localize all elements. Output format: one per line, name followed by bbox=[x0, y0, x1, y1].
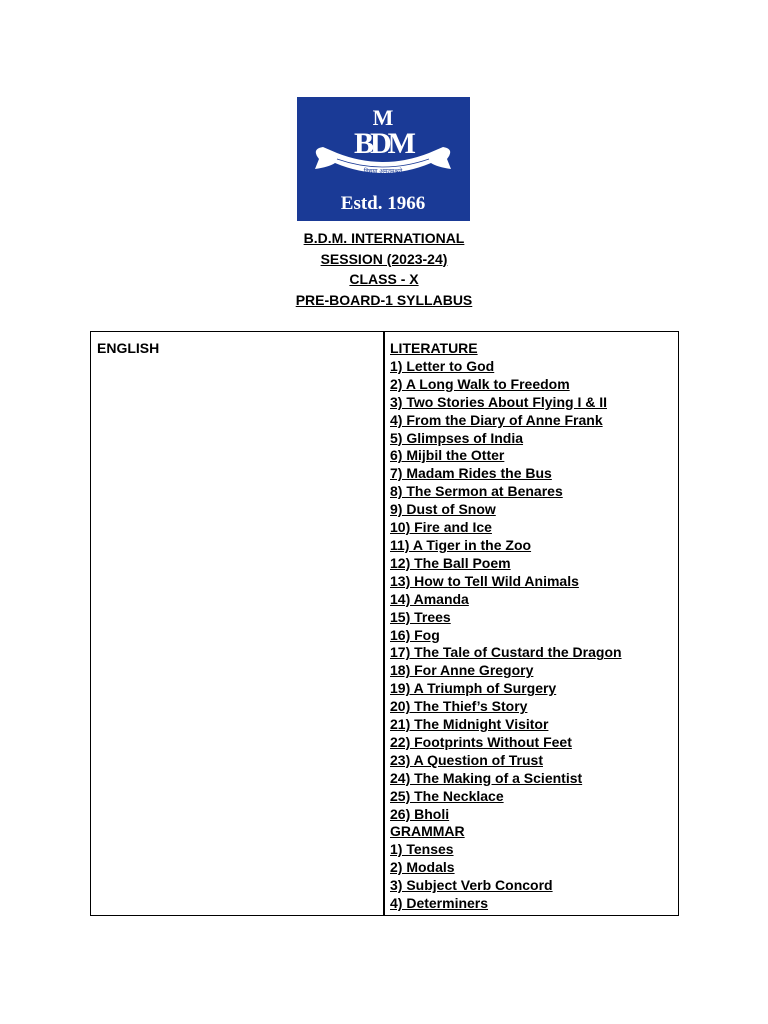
logo-established: Estd. 1966 bbox=[340, 193, 426, 214]
topic-item: 4) From the Diary of Anne Frank bbox=[390, 411, 603, 428]
session-title: SESSION (2023-24) bbox=[320, 250, 448, 267]
topic-item: 17) The Tale of Custard the Dragon bbox=[390, 644, 622, 661]
topic-item: 19) A Triumph of Surgery bbox=[390, 680, 557, 697]
topic-item: 24) The Making of a Scientist bbox=[390, 769, 583, 786]
topic-item: 9) Dust of Snow bbox=[390, 501, 496, 518]
class-title: CLASS - X bbox=[349, 271, 419, 287]
topic-item: 20) The Thief’s Story bbox=[390, 698, 528, 715]
topic-item: 7) Madam Rides the Bus bbox=[390, 465, 552, 482]
topic-item: 2) A Long Walk to Freedom bbox=[390, 375, 570, 392]
school-name: B.D.M. INTERNATIONAL bbox=[303, 230, 465, 246]
topic-item: 6) Mijbil the Otter bbox=[390, 447, 505, 464]
school-crest-icon bbox=[297, 97, 470, 221]
topic-item: 22) Footprints Without Feet bbox=[390, 733, 572, 750]
topic-item: 1) Tenses bbox=[390, 841, 454, 858]
topics-cell bbox=[385, 332, 678, 915]
topic-item: 14) Amanda bbox=[390, 590, 469, 607]
topic-item: 13) How to Tell Wild Animals bbox=[390, 572, 579, 589]
logo-motto: विद्यया अमृतमश्नुते bbox=[363, 168, 403, 175]
school-logo bbox=[297, 97, 470, 221]
topic-item: 3) Subject Verb Concord bbox=[390, 877, 553, 894]
logo-monogram: BDM bbox=[354, 127, 412, 160]
topic-item: 3) Two Stories About Flying I & II bbox=[390, 393, 607, 410]
section-title-literature: LITERATURE bbox=[390, 340, 478, 356]
syllabus-table bbox=[90, 331, 679, 916]
logo-monogram-m: M bbox=[372, 105, 394, 130]
section-title-grammar: GRAMMAR bbox=[390, 823, 465, 840]
topic-item: 18) For Anne Gregory bbox=[390, 662, 534, 679]
topic-item: 12) The Ball Poem bbox=[390, 554, 511, 571]
subject-name: ENGLISH bbox=[97, 340, 160, 356]
topic-item: 23) A Question of Trust bbox=[390, 751, 543, 768]
topic-item: 11) A Tiger in the Zoo bbox=[390, 536, 532, 553]
topic-item: 15) Trees bbox=[390, 608, 451, 625]
topic-item: 8) The Sermon at Benares bbox=[390, 483, 563, 500]
topic-item: 16) Fog bbox=[390, 626, 440, 643]
document-heading bbox=[0, 228, 768, 310]
subject-cell bbox=[91, 332, 385, 915]
topic-item: 10) Fire and Ice bbox=[390, 519, 492, 536]
topic-item: 1) Letter to God bbox=[390, 357, 495, 374]
topic-item: 21) The Midnight Visitor bbox=[390, 716, 549, 733]
topic-item: 2) Modals bbox=[390, 859, 455, 876]
topic-item: 5) Glimpses of India bbox=[390, 429, 524, 446]
topic-item: 25) The Necklace bbox=[390, 787, 504, 804]
topic-item: 4) Determiners bbox=[390, 895, 489, 912]
exam-title: PRE-BOARD-1 SYLLABUS bbox=[295, 291, 473, 308]
topic-item: 26) Bholi bbox=[390, 805, 450, 822]
